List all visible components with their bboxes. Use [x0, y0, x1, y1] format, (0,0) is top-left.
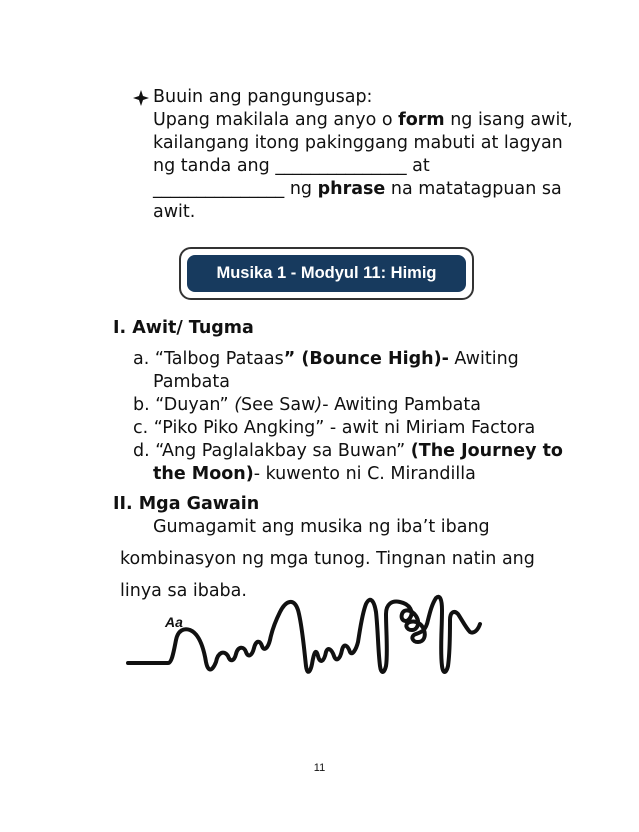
instruction-intro: Buuin ang pangungusap:	[153, 87, 373, 107]
list-item-cont: the Moon)- kuwento ni C. Mirandilla	[153, 464, 476, 484]
list-item: b. “Duyan” (See Saw)- Awiting Pambata	[133, 395, 481, 415]
body-line: Gumagamit ang musika ng iba’t ibang	[153, 517, 490, 537]
instruction-line: awit.	[153, 202, 196, 222]
list-item: c. “Piko Piko Angking” - awit ni Miriam Factora	[133, 418, 536, 438]
list-item: d. “Ang Paglalakbay sa Buwan” (The Journey to	[133, 441, 563, 461]
instruction-line: kailangang itong pakinggang mabuti at lagyan	[153, 133, 563, 153]
section-heading: II. Mga Gawain	[113, 494, 260, 514]
instruction-line: Upang makilala ang anyo o form ng isang awit,	[153, 110, 573, 130]
instruction-line: ng tanda ang _______________ at	[153, 156, 430, 176]
body-line: kombinasyon ng mga tunog. Tingnan natin ang	[120, 549, 535, 569]
instruction-line: _______________ ng phrase na matatagpuan sa	[153, 179, 562, 199]
drawing-label: Aa	[165, 614, 183, 630]
body-line: linya sa ibaba.	[120, 581, 247, 601]
module-banner-title: Musika 1 - Modyul 11: Himig	[187, 255, 466, 292]
list-item: a. “Talbog Pataas” (Bounce High)- Awiting	[133, 349, 519, 369]
melody-contour-drawing	[120, 590, 560, 680]
module-banner	[179, 247, 474, 300]
section-heading: I. Awit/ Tugma	[113, 318, 254, 338]
page-number: 11	[313, 762, 326, 774]
diamond-bullet-icon	[133, 86, 149, 113]
list-item-cont: Pambata	[153, 372, 230, 392]
